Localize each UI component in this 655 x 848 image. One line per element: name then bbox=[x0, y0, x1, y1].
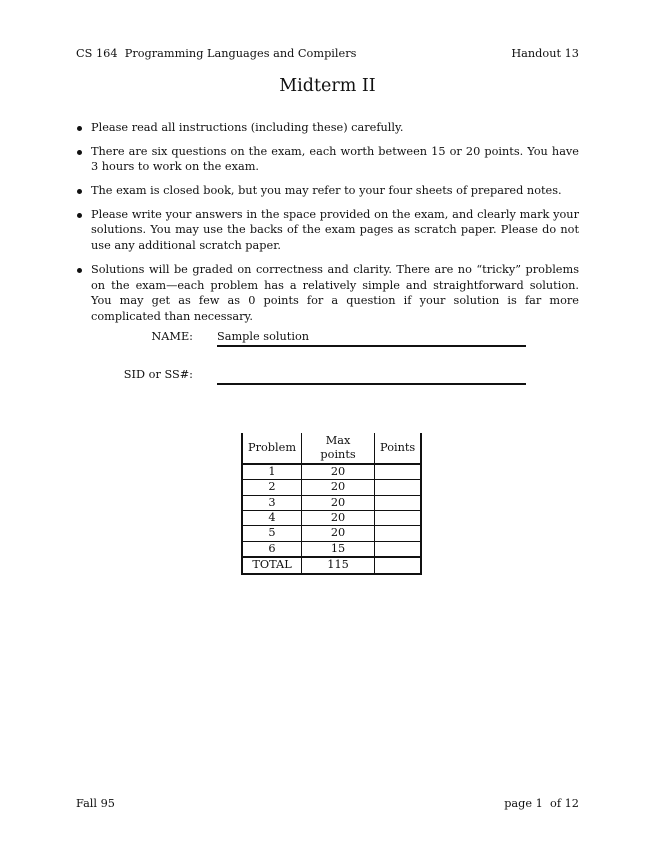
table-header-row bbox=[242, 433, 421, 464]
sid-field-row bbox=[0, 368, 655, 388]
name-field-row bbox=[0, 330, 655, 350]
name-label: NAME: bbox=[151, 330, 193, 343]
problem-cell: 4 bbox=[242, 511, 302, 526]
table-row bbox=[242, 526, 421, 541]
points-cell[interactable] bbox=[375, 541, 422, 557]
name-value[interactable]: Sample solution bbox=[217, 330, 310, 343]
name-underline bbox=[217, 345, 526, 347]
sid-label: SID or SS#: bbox=[123, 368, 193, 381]
column-header-problem: Problem bbox=[242, 433, 302, 464]
total-points-cell[interactable] bbox=[375, 557, 422, 573]
max-points-cell: 20 bbox=[302, 480, 375, 495]
column-header-max-points: Max points bbox=[302, 433, 375, 464]
table-row bbox=[242, 495, 421, 510]
table-row bbox=[242, 464, 421, 480]
points-cell[interactable] bbox=[375, 495, 422, 510]
page-number: page 1 of 12 bbox=[504, 797, 579, 810]
bullet-icon bbox=[77, 189, 82, 194]
max-points-cell: 20 bbox=[302, 464, 375, 480]
instruction-item bbox=[91, 207, 579, 254]
problem-cell: 6 bbox=[242, 541, 302, 557]
page-header bbox=[76, 47, 579, 60]
instruction-item bbox=[91, 144, 579, 176]
score-table bbox=[241, 433, 422, 575]
total-max-points-cell: 115 bbox=[302, 557, 375, 573]
bullet-icon bbox=[77, 213, 82, 218]
max-points-cell: 15 bbox=[302, 541, 375, 557]
page-title: Midterm II bbox=[279, 76, 376, 96]
max-points-cell: 20 bbox=[302, 511, 375, 526]
instruction-text: Please read all instructions (including these) carefully. bbox=[91, 121, 404, 134]
course-title: CS 164 Programming Languages and Compilers bbox=[76, 47, 357, 60]
instruction-item bbox=[91, 183, 579, 199]
points-cell[interactable] bbox=[375, 464, 422, 480]
total-label-cell: TOTAL bbox=[242, 557, 302, 573]
max-points-cell: 20 bbox=[302, 526, 375, 541]
instruction-text: Solutions will be graded on correctness and clarity. There are no “tricky” problems on the exam—each problem has a relatively simple and straightforward solution. You may get as few as 0 points for a question if your solution is far more complicated than necessary. bbox=[91, 262, 579, 324]
points-cell[interactable] bbox=[375, 511, 422, 526]
term-label: Fall 95 bbox=[76, 797, 115, 810]
sid-underline bbox=[217, 383, 526, 385]
problem-cell: 5 bbox=[242, 526, 302, 541]
bullet-icon bbox=[77, 150, 82, 155]
table-row bbox=[242, 480, 421, 495]
problem-cell: 3 bbox=[242, 495, 302, 510]
bullet-icon bbox=[77, 126, 82, 131]
column-header-points: Points bbox=[375, 433, 422, 464]
table-row bbox=[242, 541, 421, 557]
problem-cell: 1 bbox=[242, 464, 302, 480]
problem-cell: 2 bbox=[242, 480, 302, 495]
page-footer bbox=[76, 797, 579, 810]
max-points-cell: 20 bbox=[302, 495, 375, 510]
handout-number: Handout 13 bbox=[511, 47, 579, 60]
instruction-item bbox=[91, 262, 579, 325]
instruction-text: The exam is closed book, but you may refer to your four sheets of prepared notes. bbox=[91, 183, 562, 197]
table-row bbox=[242, 511, 421, 526]
instructions-list bbox=[91, 120, 579, 333]
points-cell[interactable] bbox=[375, 480, 422, 495]
bullet-icon bbox=[77, 268, 82, 273]
instruction-item bbox=[91, 120, 579, 136]
points-cell[interactable] bbox=[375, 526, 422, 541]
table-total-row bbox=[242, 557, 421, 573]
instruction-text: There are six questions on the exam, each worth between 15 or 20 points. You have 3 hours to work on the exam. bbox=[91, 144, 579, 174]
instruction-text: Please write your answers in the space provided on the exam, and clearly mark your solutions. You may use the backs of the exam pages as scratch paper. Please do not use any additional scratch paper. bbox=[91, 207, 579, 253]
